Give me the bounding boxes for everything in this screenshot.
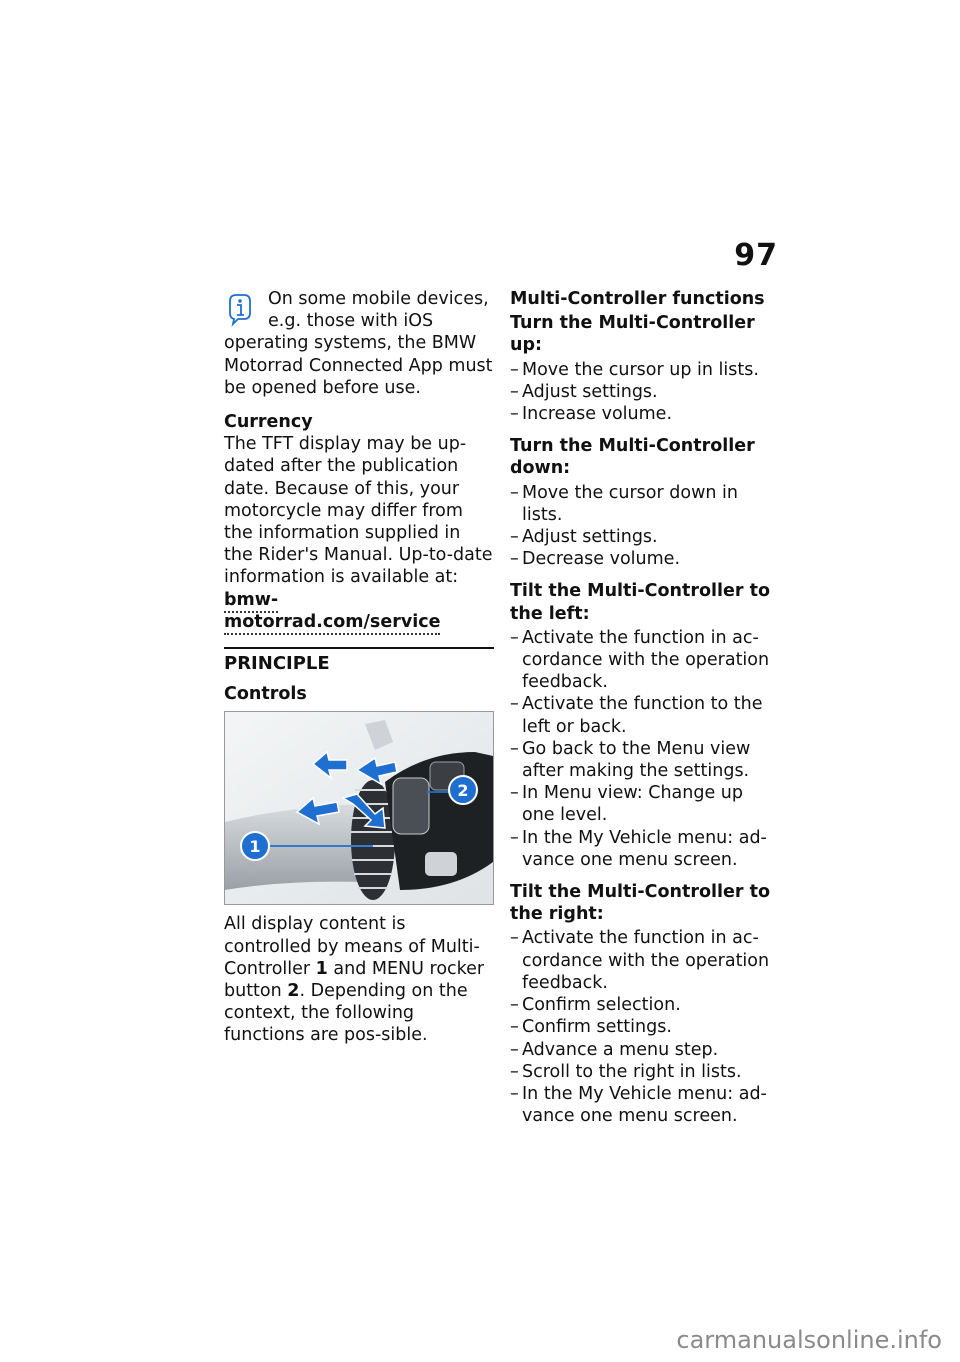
section-divider bbox=[224, 647, 494, 705]
func-group-heading: Tilt the Multi-Controller to the left: bbox=[510, 581, 770, 624]
desc-ref-2: 2 bbox=[287, 981, 300, 1002]
list-item: – Adjust settings. bbox=[510, 526, 780, 548]
menu-rocker-button bbox=[393, 778, 429, 834]
list-item: – In the My Vehicle menu: ad-vance one menu screen. bbox=[510, 827, 780, 871]
list-item: – Activate the function in ac-cordance with the operation feedback. bbox=[510, 627, 780, 694]
list-item: – Advance a menu step. bbox=[510, 1039, 780, 1061]
func-group-heading: Turn the Multi-Controller down: bbox=[510, 436, 755, 479]
list-item: – Increase volume. bbox=[510, 403, 780, 425]
note-line-rest: operating systems, the BMW Motorrad Connected App must be opened before use. bbox=[224, 333, 493, 398]
desc-part-1: All display content is controlled by means of Multi-Controller bbox=[224, 914, 480, 979]
left-column bbox=[224, 288, 494, 1047]
note-line-1: On some mobile devices, bbox=[268, 289, 489, 309]
functions-title: Multi-Controller functions bbox=[510, 289, 765, 309]
right-column bbox=[510, 288, 780, 1137]
func-group-tilt-left bbox=[510, 580, 780, 871]
func-group-heading: Turn the Multi-Controller up: bbox=[510, 313, 755, 356]
list-item: – Decrease volume. bbox=[510, 548, 780, 570]
handlebar-illustration bbox=[225, 712, 493, 904]
controls-figure bbox=[224, 711, 494, 905]
func-group-turn-up bbox=[510, 312, 780, 425]
note-line-2: e.g. those with iOS bbox=[268, 311, 434, 332]
currency-section bbox=[224, 411, 494, 633]
list-item: – Confirm settings. bbox=[510, 1016, 780, 1038]
controls-description bbox=[224, 913, 494, 1046]
func-group-tilt-right bbox=[510, 881, 780, 1127]
currency-body: The TFT display may be up-dated after the publication date. Because of this, your motorcycle may differ from the information supplied in the Rider's Manual. Up-to-date information is available at: bbox=[224, 434, 493, 588]
func-group-heading: Tilt the Multi-Controller to the right: bbox=[510, 882, 770, 925]
list-item: – Confirm selection. bbox=[510, 994, 780, 1016]
desc-ref-1: 1 bbox=[315, 958, 328, 979]
principle-title: PRINCIPLE bbox=[224, 653, 330, 675]
list-item: – Activate the function in ac-cordance with the operation feedback. bbox=[510, 927, 780, 994]
callout-2-label: 2 bbox=[457, 781, 469, 801]
list-item: – Scroll to the right in lists. bbox=[510, 1061, 780, 1083]
watermark: carmanualsonline.info bbox=[676, 1326, 942, 1354]
list-item: – Go back to the Menu view after making the settings. bbox=[510, 738, 780, 782]
info-note bbox=[224, 288, 494, 399]
info-icon bbox=[224, 291, 256, 327]
list-item: – Adjust settings. bbox=[510, 381, 780, 403]
service-link[interactable]: bmw-motorrad.com/service bbox=[224, 590, 440, 635]
list-item: – Move the cursor down in lists. bbox=[510, 482, 780, 526]
desc-part-2: and MENU rocker button bbox=[224, 958, 485, 1002]
info-note-text bbox=[224, 288, 494, 399]
list-item: – In Menu view: Change up one level. bbox=[510, 782, 780, 826]
currency-title: Currency bbox=[224, 412, 313, 433]
controls-subtitle: Controls bbox=[224, 684, 307, 705]
list-item: – Move the cursor up in lists. bbox=[510, 359, 780, 381]
desc-part-3: . Depending on the context, the following functions are pos-sible. bbox=[224, 981, 468, 1046]
func-group-turn-down bbox=[510, 435, 780, 570]
list-item: – Activate the function to the left or back. bbox=[510, 693, 780, 737]
list-item: – In the My Vehicle menu: ad-vance one menu screen. bbox=[510, 1083, 780, 1127]
page-number: 97 bbox=[734, 238, 778, 273]
callout-1-label: 1 bbox=[249, 837, 261, 857]
